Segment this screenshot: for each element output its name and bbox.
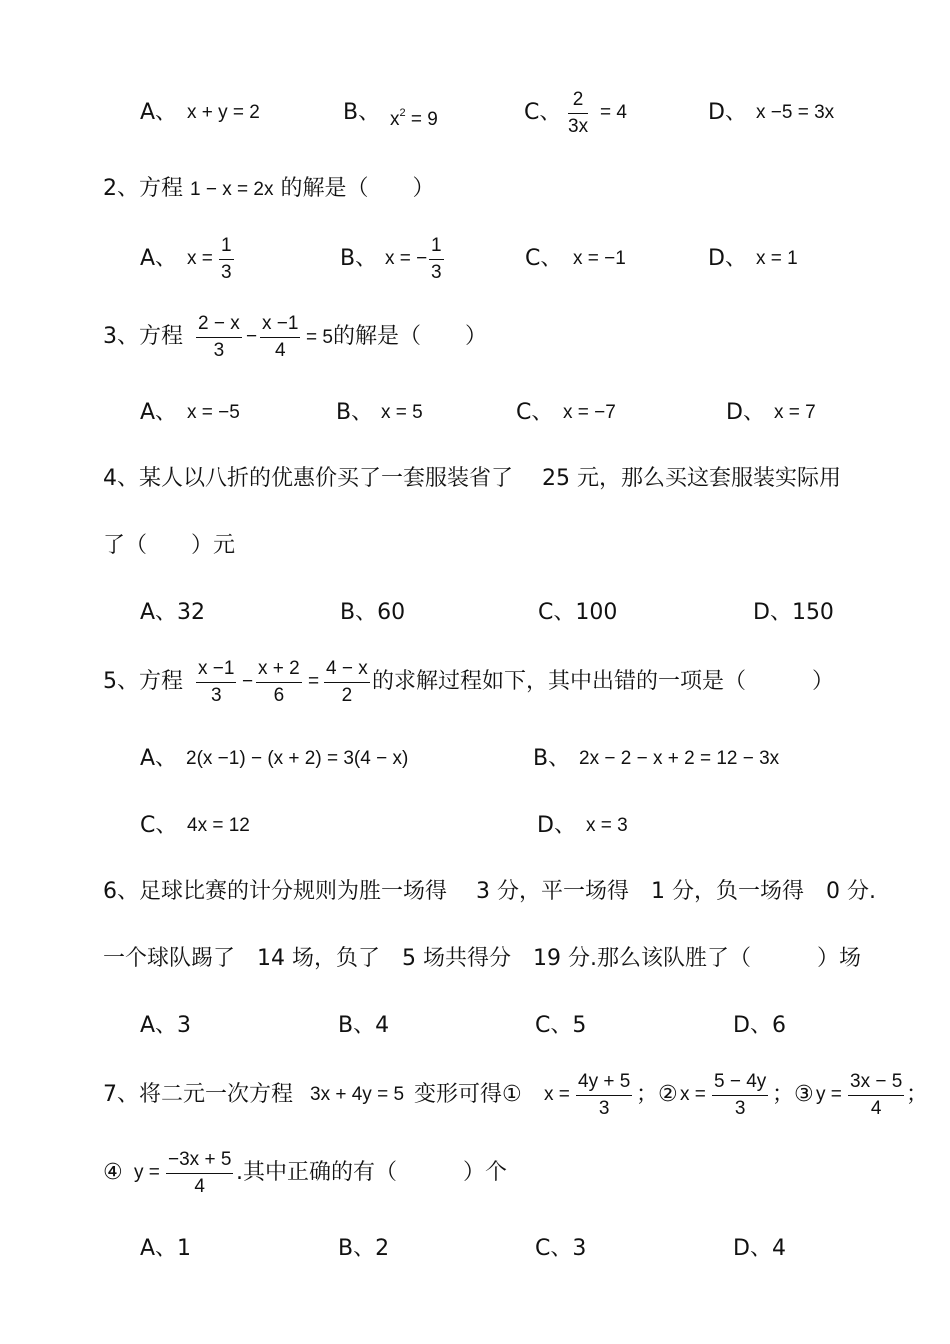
q3-option-d-expr: x = 7 (774, 402, 816, 423)
q4-option-c: C、100 (538, 600, 618, 625)
q3-fraction-2: $\frac{x -1}{4}$ (262, 313, 299, 361)
q4-option-a: A、32 (140, 600, 206, 625)
q1-option-c-label: C、 (524, 100, 562, 125)
q6-option-d: D、6 (733, 1013, 786, 1038)
q2-option-b-lhs: x = − (385, 248, 428, 269)
q6-stem-line-2: 一个球队踢了 14 场，负了 5 场共得分 19 分.那么该队胜了（ ）场 (103, 946, 861, 971)
q2-stem: 2、方程 1 − x = 2x 的解是（ ） (103, 176, 435, 201)
q7-option-4-fraction: $\frac{-3x + 5}{4}$ (168, 1149, 232, 1197)
q1-option-b-expr: $x^2 = 9$ (390, 107, 438, 130)
q7-stem-line-1: 7、将二元一次方程 (103, 1082, 293, 1107)
q3-option-b-label: B、 (336, 400, 374, 425)
q5-option-c-expr: 4x = 12 (187, 815, 250, 836)
q7-option-c: C、3 (535, 1236, 587, 1261)
q2-option-b-fraction: $\frac{1}{3}$ (431, 235, 442, 283)
q5-minus: − (242, 671, 254, 692)
q1-option-c-rest: = 4 (600, 102, 627, 123)
q6-option-b: B、4 (338, 1013, 390, 1038)
q5-stem: 5、方程 (103, 669, 183, 694)
q7-option-b: B、2 (338, 1236, 390, 1261)
q4-option-b: B、60 (340, 600, 406, 625)
q7-option-2-marker: ；② (636, 1082, 678, 1107)
q7-option-4-marker: ④ (103, 1160, 123, 1185)
q5-fraction-3: $\frac{4 - x}{2}$ (326, 658, 368, 706)
q7-option-1-lhs: x = (544, 1084, 570, 1105)
q3-option-d-label: D、 (726, 400, 765, 425)
q5-option-a-label: A、 (140, 746, 178, 771)
q5-fraction-2: $\frac{x + 2}{6}$ (258, 658, 300, 706)
q7-option-4-lhs: y = (134, 1162, 160, 1183)
q5-option-c-label: C、 (140, 813, 178, 838)
q3-minus: − (246, 326, 258, 347)
q3-option-a-label: A、 (140, 400, 178, 425)
q2-option-a-fraction: $\frac{1}{3}$ (221, 235, 232, 283)
q2-option-c-label: C、 (525, 246, 563, 271)
q5-stem-tail: 的求解过程如下，其中出错的一项是（ ） (372, 669, 835, 694)
q7-stem-tail: .其中正确的有（ ）个 (236, 1160, 507, 1185)
q2-option-c-expr: x = −1 (573, 248, 626, 269)
q2-option-d-expr: x = 1 (756, 248, 798, 269)
q1-option-b-label: B、 (343, 100, 381, 125)
q7-option-3-semicolon: ； (906, 1082, 929, 1107)
q5-fraction-1: $\frac{x -1}{3}$ (198, 658, 235, 706)
q7-main-equation: 3x + 4y = 5 (310, 1084, 405, 1105)
q1-option-c-fraction: $\frac{2}{3x}$ (568, 89, 589, 137)
q1-option-a-expr: x + y = 2 (187, 102, 260, 123)
q7-stem-mid: 变形可得① (414, 1082, 522, 1107)
q4-stem-line-1: 4、某人以八折的优惠价买了一套服装省了 25 元，那么买这套服装实际用 (103, 466, 841, 491)
q5-option-b-label: B、 (533, 746, 571, 771)
q5-option-d-label: D、 (537, 813, 576, 838)
q7-option-a: A、1 (140, 1236, 192, 1261)
q6-option-c: C、5 (535, 1013, 587, 1038)
q3-stem-tail: = 5的解是（ ） (306, 324, 487, 349)
q3-option-c-expr: x = −7 (563, 402, 616, 423)
q3-option-c-label: C、 (516, 400, 554, 425)
q4-stem-line-2: 了（ ）元 (103, 533, 236, 558)
q1-option-d-label: D、 (708, 100, 747, 125)
q5-equals: = (308, 671, 320, 692)
q7-option-1-fraction: $\frac{4y + 5}{3}$ (578, 1071, 631, 1119)
q5-option-a-expr: 2(x −1) − (x + 2) = 3(4 − x) (186, 748, 409, 769)
q2-option-a-lhs: x = (187, 248, 213, 269)
q6-option-a: A、3 (140, 1013, 192, 1038)
q2-option-b-label: B、 (340, 246, 378, 271)
q2-option-a-label: A、 (140, 246, 178, 271)
q7-option-2-lhs: x = (680, 1084, 706, 1105)
q3-stem: 3、方程 (103, 324, 183, 349)
q7-option-3-lhs: y = (816, 1084, 842, 1105)
q1-option-a-label: A、 (140, 100, 178, 125)
q7-option-3-fraction: $\frac{3x - 5}{4}$ (850, 1071, 903, 1119)
q1-option-d-expr: x −5 = 3x (756, 102, 835, 123)
q7-option-3-marker: ；③ (772, 1082, 814, 1107)
q7-option-2-fraction: $\frac{5 - 4y}{3}$ (714, 1071, 767, 1119)
q5-option-b-expr: 2x − 2 − x + 2 = 12 − 3x (579, 748, 780, 769)
q7-option-d: D、4 (733, 1236, 786, 1261)
q3-option-b-expr: x = 5 (381, 402, 423, 423)
q2-option-d-label: D、 (708, 246, 747, 271)
q3-option-a-expr: x = −5 (187, 402, 240, 423)
q6-stem-line-1: 6、足球比赛的计分规则为胜一场得 3 分，平一场得 1 分，负一场得 0 分. (103, 879, 876, 904)
q5-option-d-expr: x = 3 (586, 815, 628, 836)
q4-option-d: D、150 (753, 600, 834, 625)
q3-fraction-1: $\frac{2 - x}{3}$ (198, 313, 240, 361)
q2-stem-equation: 1 − x = 2x (190, 179, 274, 200)
